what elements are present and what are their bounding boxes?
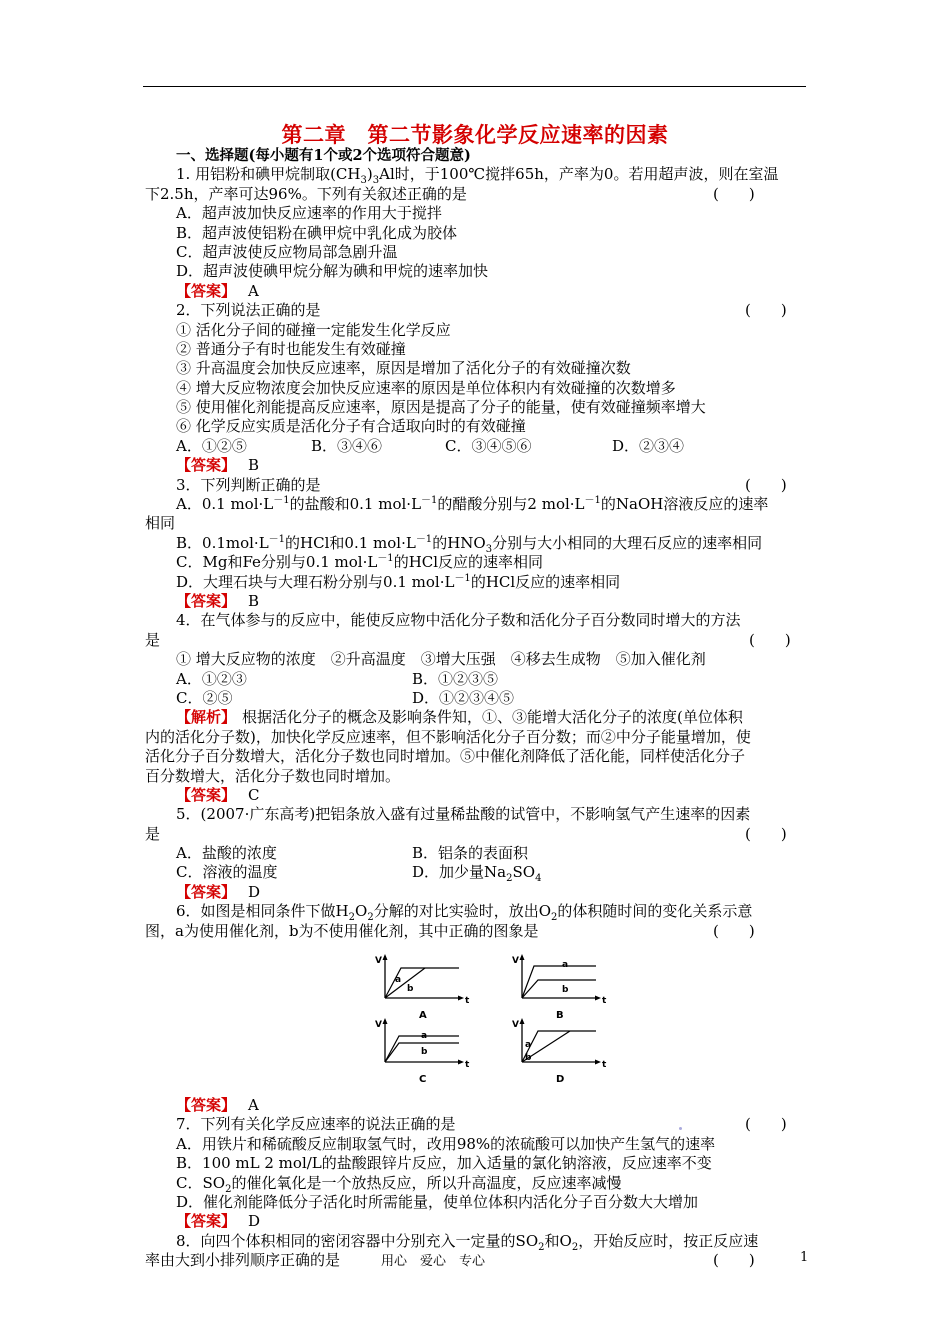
graph-b-caption: B — [556, 1010, 564, 1022]
q4-option-b: B．①②③⑤ — [412, 669, 499, 688]
q1-option-c: C．超声波使反应物局部急剧升温 — [176, 242, 398, 261]
q7-option-d: D．催化剂能降低分子活化时所需能量，使单位体积内活化分子百分数大大增加 — [176, 1192, 699, 1211]
superscript: －1 — [415, 533, 433, 545]
graph-a-caption: A — [419, 1010, 427, 1022]
q5-option-d: D．加少量$Na_2SO_4$ — [412, 863, 542, 885]
q5-option-c: C．溶液的温度 — [176, 863, 278, 882]
superscript: －1 — [454, 572, 471, 584]
section-heading: 一、选择题(每小题有1个或2个选项符合题意) — [176, 147, 471, 164]
q2-stem: 2．下列说法正确的是 ( ) — [176, 301, 787, 320]
q3-stem: 3．下列判断正确的是 ( ) — [176, 475, 787, 494]
q6-figure — [145, 941, 807, 1096]
subscript: 2 — [538, 1241, 545, 1253]
q5-option-b: B．铝条的表面积 — [412, 844, 529, 863]
q2-option-c: C．③④⑤⑥ — [445, 436, 532, 455]
graph-c-x-label: t — [465, 1060, 470, 1071]
ink-dot — [679, 1127, 682, 1130]
q4-option-a: A．①②③ — [176, 669, 247, 688]
q5-line2: 是 ( ) — [145, 824, 787, 843]
answer-blank: ( ) — [713, 184, 755, 203]
q5-line1: 5．(2007·广东高考)把铝条放入盛有过量稀盐酸的试管中，不影响氢气产生速率的因素 — [176, 805, 751, 824]
q1-answer: 【答案】 A — [176, 281, 259, 300]
subscript: 2 — [225, 1183, 232, 1195]
q7-option-b: B．100 mL 2 mol/L的盐酸跟锌片反应，加入适量的氯化钠溶液，反应速率不变 — [176, 1154, 712, 1173]
q3-answer: 【答案】 B — [176, 591, 260, 610]
answer-blank: ( ) — [745, 1115, 787, 1134]
q6-line1: 6．如图是相同条件下做$H_2O_2$分解的对比实验时，放出$O_2$的体积随时间的变化关系示意 — [176, 902, 753, 924]
page-title: 第二章 第二节影象化学反应速率的因素 — [281, 122, 669, 147]
q3-option-a-cont: 相同 — [145, 514, 176, 533]
q2-statement-4: ④ 增大反应物浓度会加快反应速率的原因是单位体积内有效碰撞的次数增多 — [176, 378, 676, 397]
answer-blank: ( ) — [745, 301, 787, 320]
superscript: －1 — [268, 533, 286, 545]
subscript: 2 — [571, 1241, 579, 1253]
q2-options — [145, 437, 807, 456]
graph-d-curve-a: a — [525, 1040, 532, 1051]
q7-stem: 7．下列有关化学反应速率的说法正确的是 ( ) — [176, 1115, 787, 1134]
q4-line2: 是 ( ) — [145, 630, 791, 649]
graph-a-x-label: t — [465, 996, 470, 1007]
q1-line2: 下2.5h，产率可达96%。下列有关叙述正确的是 ( ) — [145, 184, 755, 203]
q4-options: ① 增大反应物的浓度 ②升高温度 ③增大压强 ④移去生成物 ⑤加入催化剂 — [176, 650, 706, 669]
superscript: －1 — [421, 495, 438, 507]
subscript: 2 — [348, 912, 356, 924]
footer-motto: 用心 爱心 专心 — [381, 1254, 486, 1269]
graph-c-y-label: V — [375, 1020, 382, 1031]
q5-option-a: A．盐酸的浓度 — [176, 844, 277, 863]
answer-blank: ( ) — [745, 475, 787, 494]
graph-c — [373, 1016, 473, 1090]
q5-choices-ab — [145, 844, 807, 863]
subscript: 4 — [535, 873, 542, 885]
q1-option-a: A．超声波加快反应速率的作用大于搅拌 — [176, 204, 442, 223]
q4-analysis-4: 百分数增大，活化分子数也同时增加。 — [145, 766, 401, 785]
q6-answer: 【答案】 A — [176, 1096, 259, 1115]
q4-analysis-1: 【解析】 根据活化分子的概念及影响条件知，①、③能增大活化分子的浓度(单位体积 — [176, 708, 743, 727]
subscript: 2 — [551, 912, 558, 924]
graph-d-curve-b: b — [525, 1053, 532, 1064]
graph-b — [510, 952, 610, 1026]
q2-option-b: B．③④⑥ — [311, 436, 383, 455]
document-body — [145, 146, 807, 1271]
header-rule — [143, 86, 806, 87]
q4-line1: 4．在气体参与的反应中，能使反应物中活化分子数和活化分子百分数同时增大的方法 — [176, 611, 741, 630]
q2-statement-1: ① 活化分子间的碰撞一定能发生化学反应 — [176, 320, 451, 339]
q4-analysis-3: 活化分子百分数增大，活化分子数也同时增加。⑤中催化剂降低了活化能，同样使活化分子 — [145, 747, 746, 766]
graph-a-y-label: V — [375, 956, 382, 967]
subscript: 2 — [367, 912, 374, 924]
q7-answer: 【答案】 D — [176, 1212, 261, 1231]
q3-option-a: A．0.1 $mol\cdot L^{-1}$的盐酸和0.1 $mol\cdot L^{-1}$的醋酸分别与2 $mol\cdot L^{-1}$的NaOH溶液反应的速率 — [176, 495, 769, 514]
graph-d-y-label: V — [512, 1020, 519, 1031]
superscript: －1 — [584, 495, 601, 507]
q2-statement-3: ③ 升高温度会加快反应速率，原因是增加了活化分子的有效碰撞次数 — [176, 359, 631, 378]
q4-analysis-2: 内的活化分子数)，加快化学反应速率，但不影响活化分子百分数；而②中分子能量增加，使 — [145, 727, 751, 746]
graph-a-curve-a: a — [395, 975, 402, 986]
subscript: 2 — [506, 873, 513, 885]
q4-option-c: C．②⑤ — [176, 688, 233, 707]
subscript: 3 — [360, 175, 367, 187]
q5-answer: 【答案】 D — [176, 882, 261, 901]
q1-line1: 1. 用铝粉和碘甲烷制取$(CH_3)_3Al$时，于100℃搅拌65h，产率为0。若用超声波，则在室温 — [176, 165, 779, 187]
q1-option-d: D．超声波使碘甲烷分解为碘和甲烷的速率加快 — [176, 262, 489, 281]
graph-a-curve-b: b — [407, 984, 414, 995]
superscript: －1 — [377, 553, 394, 565]
q4-answer: 【答案】 C — [176, 785, 260, 804]
q1-option-b: B．超声波使铝粉在碘甲烷中乳化成为胶体 — [176, 223, 458, 242]
subscript: 3 — [485, 543, 493, 555]
q7-option-c: C．$SO_2$的催化氧化是一个放热反应，所以升高温度，反应速率减慢 — [176, 1173, 622, 1195]
q6-line2: 图，a为使用催化剂，b为不使用催化剂，其中正确的图象是 ( ) — [145, 921, 755, 940]
q2-option-d: D．②③④ — [612, 436, 685, 455]
q3-option-d: D．大理石块与大理石粉分别与0.1 $mol\cdot L^{-1}$的HCl反应的速率相同 — [176, 572, 621, 591]
superscript: －1 — [273, 495, 290, 507]
q4-choices-ab — [145, 670, 807, 689]
q8-line2: 率由大到小排列顺序正确的是 ( ) — [145, 1251, 755, 1270]
q2-option-a: A．①②⑤ — [176, 436, 247, 455]
q2-statement-5: ⑤ 使用催化剂能提高反应速率，原因是提高了分子的能量，使有效碰撞频率增大 — [176, 398, 706, 417]
graph-a — [373, 952, 473, 1026]
q3-option-c: C．Mg和Fe分别与0.1 $mol\cdot L^{-1}$的HCl反应的速率相同 — [176, 553, 544, 572]
graph-d — [510, 1016, 610, 1090]
q4-choices-cd — [145, 689, 807, 708]
q3-option-b: B．$0.1mol\cdot L^{-1}$的HCl和0.1 $mol\cdot L^{-1}$的$HNO_3$分别与大小相同的大理石反应的速率相同 — [176, 533, 763, 555]
q8-line1: 8．向四个体积相同的密闭容器中分别充入一定量的$SO_2$和$O_2$，开始反应时，按正反应速 — [176, 1231, 759, 1253]
answer-blank: ( ) — [713, 1251, 755, 1270]
page-number: 1 — [800, 1250, 809, 1265]
subscript: 3 — [372, 175, 380, 187]
graph-c-caption: C — [419, 1074, 427, 1086]
graph-d-x-label: t — [602, 1060, 607, 1071]
graph-d-caption: D — [556, 1074, 565, 1086]
q2-answer: 【答案】 B — [176, 456, 260, 475]
answer-blank: ( ) — [745, 824, 787, 843]
q7-option-a: A．用铁片和稀硫酸反应制取氢气时，改用98%的浓硫酸可以加快产生氢气的速率 — [176, 1134, 716, 1153]
graph-b-y-label: V — [512, 956, 519, 967]
q5-choices-cd — [145, 863, 807, 885]
graph-b-curve-b: b — [562, 985, 569, 996]
answer-blank: ( ) — [713, 921, 755, 940]
graph-b-x-label: t — [602, 996, 607, 1007]
q4-option-d: D．①②③④⑤ — [412, 688, 515, 707]
answer-blank: ( ) — [749, 630, 791, 649]
graph-c-curve-a: a — [421, 1031, 428, 1042]
q2-statement-6: ⑥ 化学反应实质是活化分子有合适取向时的有效碰撞 — [176, 417, 526, 436]
q2-statement-2: ② 普通分子有时也能发生有效碰撞 — [176, 339, 406, 358]
graph-b-curve-a: a — [562, 960, 569, 971]
graph-c-curve-b: b — [421, 1047, 428, 1058]
